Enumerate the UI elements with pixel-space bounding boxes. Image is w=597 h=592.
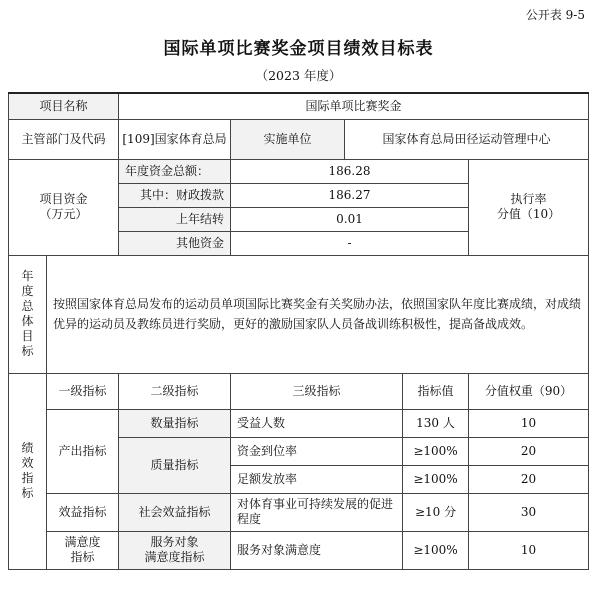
indicator-weight: 20 [469, 465, 589, 493]
indicator-value: ≥100% [403, 465, 469, 493]
level1-satisfaction-line1: 满意度 [64, 535, 101, 549]
header-level3: 三级指标 [231, 373, 403, 409]
header-weight: 分值权重（90） [469, 373, 589, 409]
execution-rate-label: 执行率 [510, 192, 547, 206]
funds-carryover-label: 上年结转 [119, 207, 231, 231]
indicator-label-char: 标 [21, 486, 34, 500]
indicator-value: 130 人 [403, 409, 469, 437]
funds-fiscal-label: 其中：财政拨款 [119, 183, 231, 207]
funds-total-label: 年度资金总额： [119, 159, 231, 183]
indicator-name: 服务对象满意度 [231, 531, 403, 569]
level1-output: 产出指标 [47, 409, 119, 493]
funds-fiscal-value: 186.27 [231, 183, 469, 207]
level2-service-line2: 满意度指标 [144, 550, 205, 564]
page-title: 国际单项比赛奖金项目绩效目标表 [163, 39, 434, 59]
goal-label-char: 标 [21, 344, 34, 358]
funds-label [9, 159, 119, 255]
funds-carryover-value: 0.01 [231, 207, 469, 231]
indicator-row [9, 409, 589, 437]
performance-indicator-label [9, 373, 47, 569]
indicator-label-char: 指 [21, 471, 34, 485]
goal-row [9, 255, 589, 373]
indicator-header-row [9, 373, 589, 409]
level1-satisfaction [47, 531, 119, 569]
project-name-label: 项目名称 [9, 93, 119, 119]
header-value: 指标值 [403, 373, 469, 409]
project-name-value: 国际单项比赛奖金 [119, 93, 589, 119]
level2-quantity: 数量指标 [119, 409, 231, 437]
funds-label-line2: （万元） [39, 207, 88, 221]
indicator-weight: 10 [469, 409, 589, 437]
goal-label-char: 总 [21, 299, 34, 313]
level2-quality: 质量指标 [119, 437, 231, 493]
department-row [9, 119, 589, 159]
indicator-weight: 10 [469, 531, 589, 569]
year-label: （2023 年度） [255, 68, 342, 83]
execution-rate-score: 分值（10） [496, 207, 561, 221]
level1-benefit: 效益指标 [47, 493, 119, 531]
indicator-row [9, 531, 589, 569]
level2-social-benefit: 社会效益指标 [119, 493, 231, 531]
implementing-unit-label: 实施单位 [231, 119, 345, 159]
funds-row-total [9, 159, 589, 183]
indicator-weight: 30 [469, 493, 589, 531]
header-level1: 一级指标 [47, 373, 119, 409]
indicator-weight: 20 [469, 437, 589, 465]
indicator-label-char: 效 [21, 456, 34, 470]
indicator-value: ≥10 分 [403, 493, 469, 531]
level2-service-satisfaction [119, 531, 231, 569]
funds-other-value: - [231, 231, 469, 255]
indicator-name: 受益人数 [231, 409, 403, 437]
annual-goal-text: 按照国家体育总局发布的运动员单项国际比赛奖金有关奖励办法，依照国家队年度比赛成绩，对成绩优异的运动员及教练员进行奖励，更好的激励国家队人员备战训练积极性，提高备战成效。 [47, 255, 589, 373]
project-row [9, 93, 589, 119]
indicator-value: ≥100% [403, 531, 469, 569]
indicator-name: 对体育事业可持续发展的促进程度 [231, 493, 403, 531]
indicator-name: 足额发放率 [231, 465, 403, 493]
indicator-name: 资金到位率 [231, 437, 403, 465]
goal-label-char: 体 [21, 314, 34, 328]
indicator-value: ≥100% [403, 437, 469, 465]
document-number: 公开表 9-5 [525, 8, 585, 22]
goal-label-char: 年 [21, 269, 34, 283]
funds-total-value: 186.28 [231, 159, 469, 183]
goal-label-char: 度 [21, 284, 34, 298]
indicator-row [9, 493, 589, 531]
implementing-unit-value: 国家体育总局田径运动管理中心 [345, 119, 589, 159]
department-value: [109]国家体育总局 [119, 119, 231, 159]
funds-label-line1: 项目资金 [39, 192, 88, 206]
department-label: 主管部门及代码 [9, 119, 119, 159]
header-level2: 二级指标 [119, 373, 231, 409]
level2-service-line1: 服务对象 [150, 535, 199, 549]
performance-target-table [8, 92, 589, 570]
execution-rate-cell [469, 159, 589, 255]
indicator-label-char: 绩 [21, 441, 34, 455]
funds-other-label: 其他资金 [119, 231, 231, 255]
annual-goal-label [9, 255, 47, 373]
level1-satisfaction-line2: 指标 [70, 550, 95, 564]
goal-label-char: 目 [21, 329, 34, 343]
